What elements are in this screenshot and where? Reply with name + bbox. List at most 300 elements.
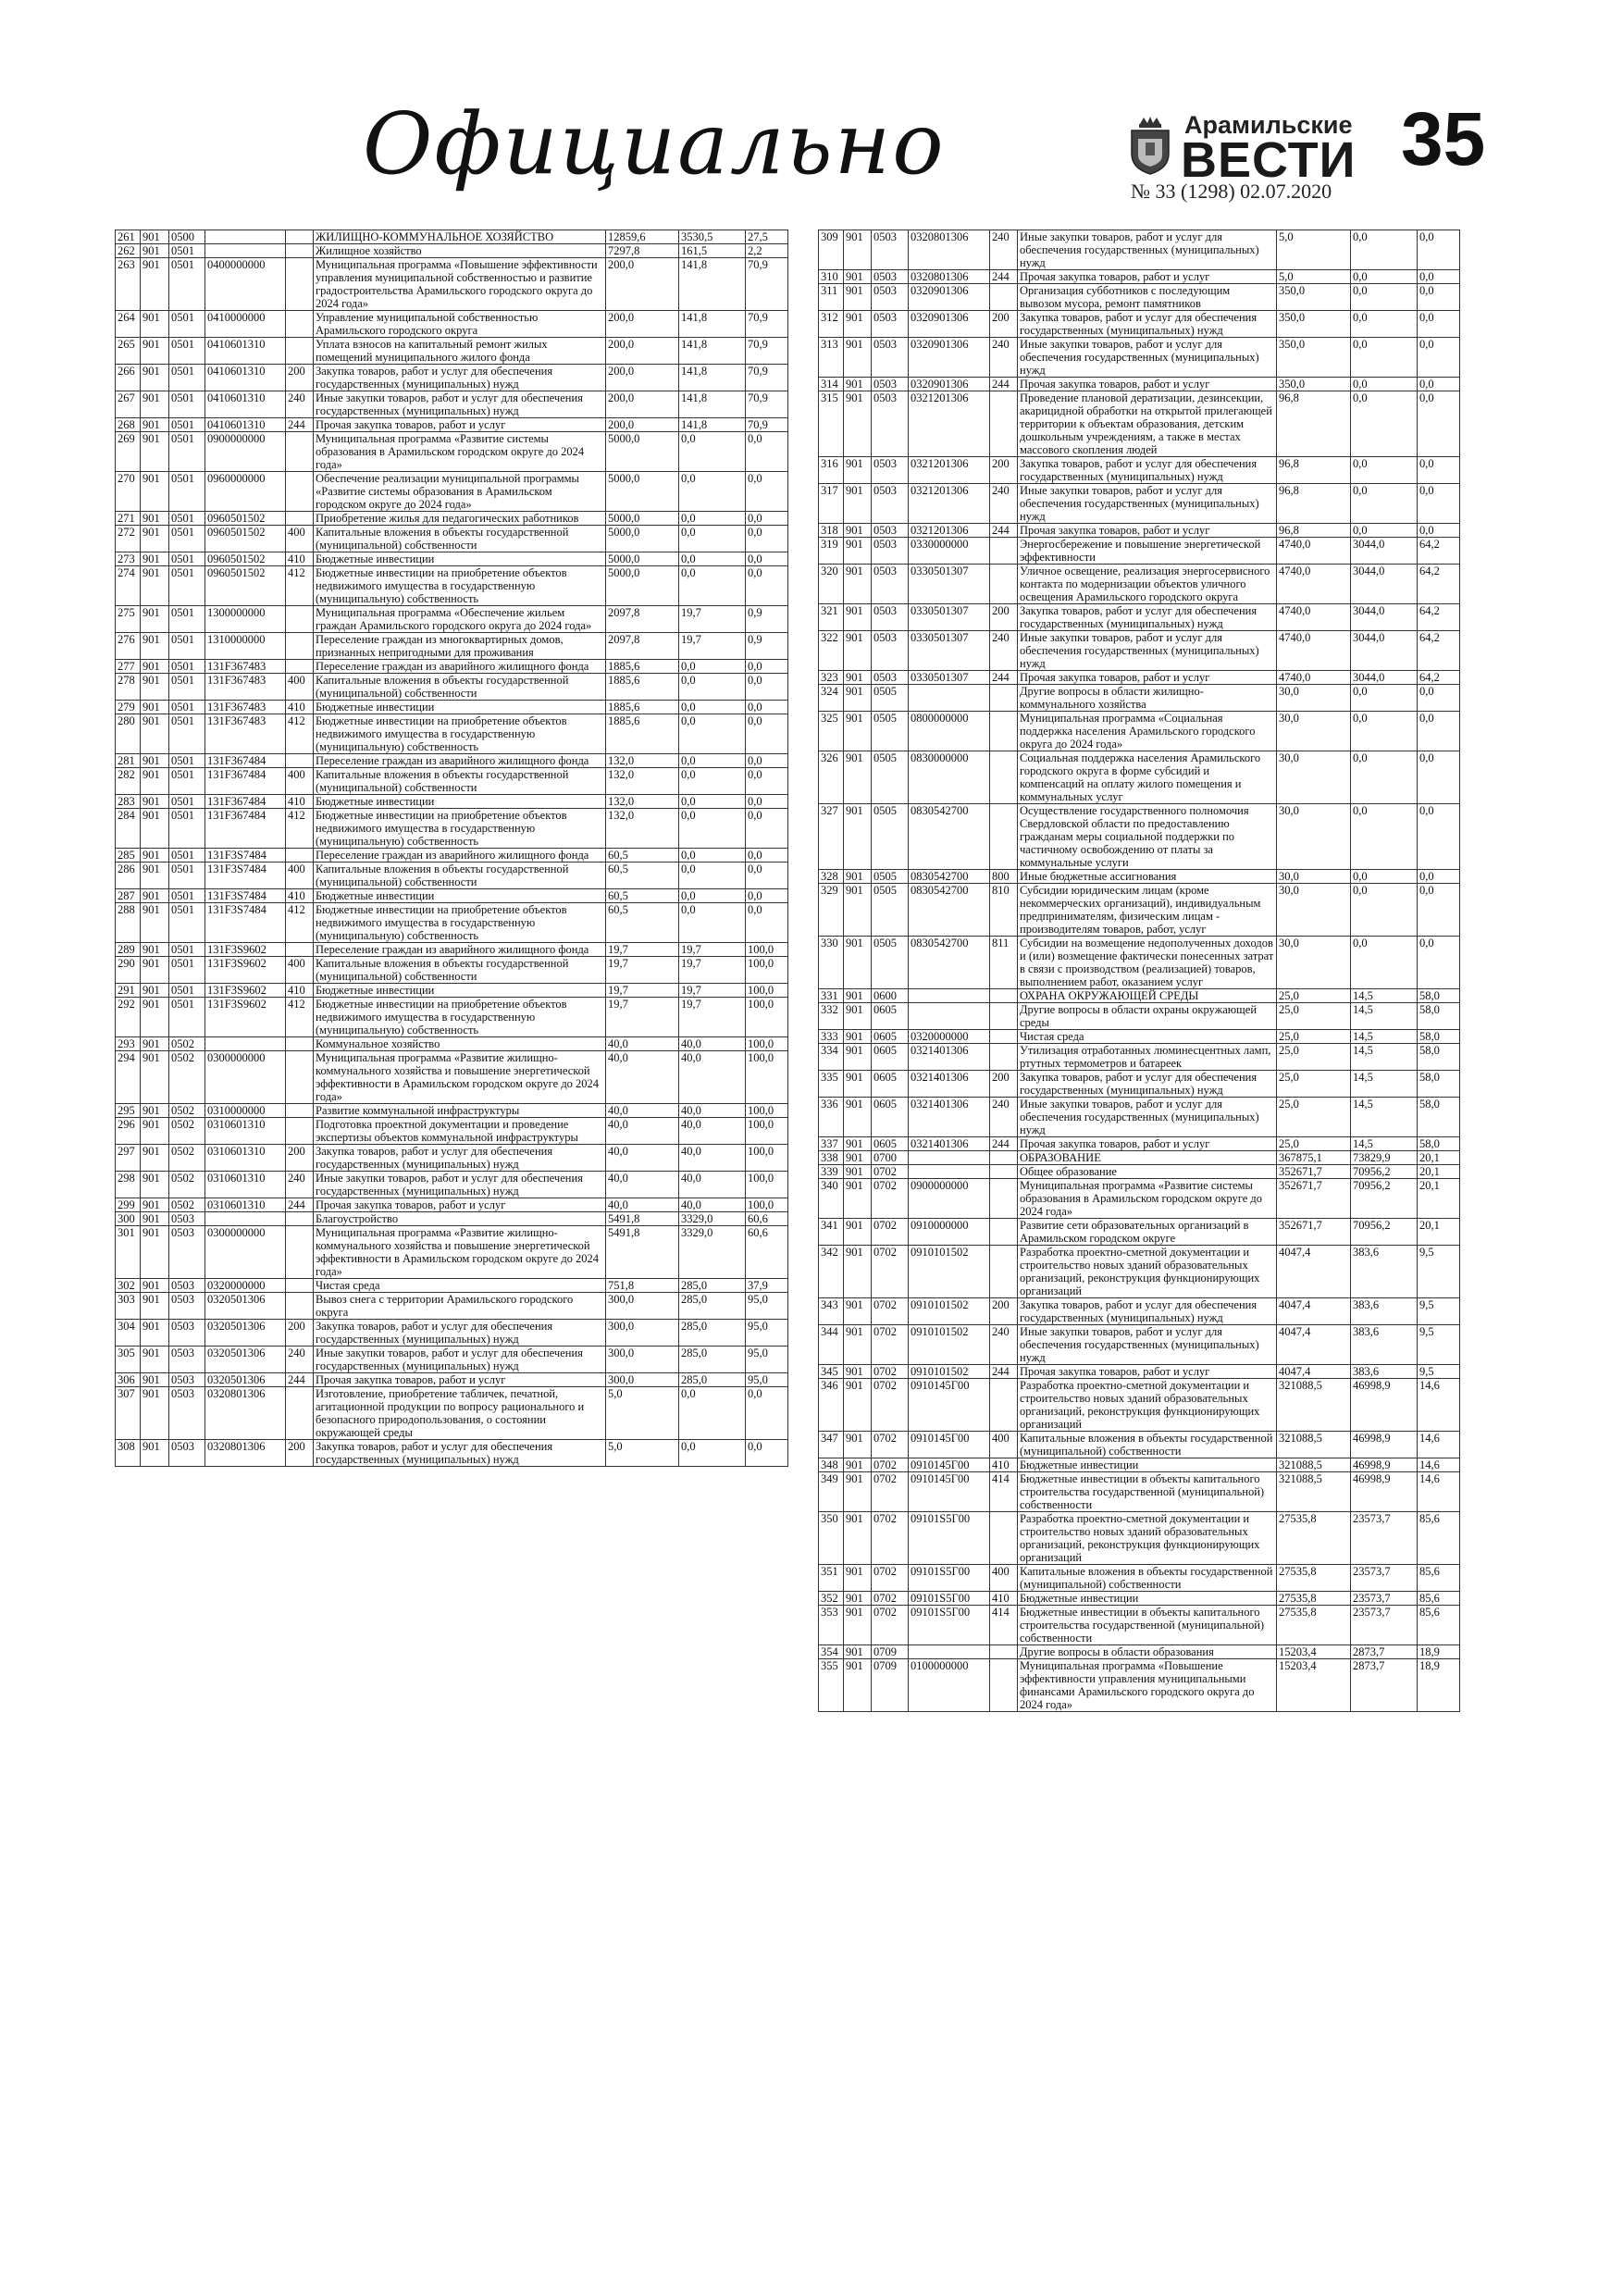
row-number-cell: 279 (116, 701, 141, 714)
execution-percent-cell: 60,6 (746, 1212, 788, 1226)
item-name-cell: Бюджетные инвестиции (314, 552, 606, 566)
admin-code-cell: 901 (844, 457, 872, 484)
target-code-cell: 0321201306 (909, 484, 990, 524)
executed-amount-cell: 285,0 (679, 1347, 746, 1373)
planned-amount-cell: 5000,0 (606, 512, 679, 526)
executed-amount-cell: 0,0 (1351, 378, 1418, 391)
row-number-cell: 325 (819, 712, 844, 751)
section-code-cell: 0501 (169, 633, 205, 660)
executed-amount-cell: 383,6 (1351, 1298, 1418, 1325)
section-code-cell: 0501 (169, 512, 205, 526)
admin-code-cell: 901 (141, 418, 169, 432)
expense-type-cell: 412 (286, 566, 314, 606)
execution-percent-cell: 58,0 (1418, 989, 1460, 1003)
row-number-cell: 310 (819, 270, 844, 284)
target-code-cell: 131F3S9602 (205, 998, 286, 1037)
row-number-cell: 266 (116, 365, 141, 391)
section-code-cell: 0503 (169, 1226, 205, 1279)
table-row (819, 524, 1460, 538)
table-row (819, 391, 1460, 457)
admin-code-cell: 901 (844, 378, 872, 391)
item-name-cell: Муниципальная программа «Повышение эффективности управления муниципальными финансами Арамильского городского округа до 2024 года» (1018, 1659, 1277, 1712)
executed-amount-cell: 0,0 (1351, 338, 1418, 378)
section-code-cell: 0501 (169, 674, 205, 701)
brand-name-big: ВЕСТИ (1181, 132, 1357, 188)
target-code-cell: 0410601310 (205, 391, 286, 418)
row-number-cell: 291 (116, 984, 141, 998)
section-code-cell: 0702 (872, 1512, 909, 1565)
target-code-cell: 0910101502 (909, 1365, 990, 1379)
table-row (819, 338, 1460, 378)
item-name-cell: Иные закупки товаров, работ и услуг для обеспечения государственных (муниципальных) нужд (1018, 631, 1277, 671)
expense-type-cell (990, 1030, 1018, 1044)
executed-amount-cell: 19,7 (679, 633, 746, 660)
row-number-cell: 329 (819, 884, 844, 937)
execution-percent-cell: 58,0 (1418, 1071, 1460, 1098)
expense-type-cell (286, 1037, 314, 1051)
executed-amount-cell: 40,0 (679, 1037, 746, 1051)
section-code-cell: 0503 (169, 1387, 205, 1440)
executed-amount-cell: 0,0 (1351, 270, 1418, 284)
executed-amount-cell: 141,8 (679, 391, 746, 418)
planned-amount-cell: 96,8 (1277, 524, 1351, 538)
expense-type-cell: 400 (990, 1565, 1018, 1592)
expense-type-cell: 240 (990, 631, 1018, 671)
target-code-cell: 0960501502 (205, 512, 286, 526)
execution-percent-cell: 60,6 (746, 1226, 788, 1279)
execution-percent-cell: 100,0 (746, 1051, 788, 1104)
section-code-cell: 0702 (872, 1432, 909, 1458)
row-number-cell: 326 (819, 751, 844, 804)
admin-code-cell: 901 (141, 714, 169, 754)
table-row (116, 244, 788, 258)
planned-amount-cell: 30,0 (1277, 884, 1351, 937)
row-number-cell: 353 (819, 1606, 844, 1645)
target-code-cell: 0910145Г00 (909, 1379, 990, 1432)
planned-amount-cell: 5000,0 (606, 432, 679, 472)
item-name-cell: Развитие сети образовательных организаций в Арамильском городском округе (1018, 1219, 1277, 1246)
item-name-cell: Иные закупки товаров, работ и услуг для обеспечения государственных (муниципальных) нужд (1018, 484, 1277, 524)
section-code-cell: 0501 (169, 432, 205, 472)
expense-type-cell: 400 (286, 957, 314, 984)
planned-amount-cell: 1885,6 (606, 674, 679, 701)
masthead (113, 93, 1529, 204)
item-name-cell: Муниципальная программа «Повышение эффективности управления муниципальной собственностью и развитие градостроительства Арамильского городского округа до 2024 года» (314, 258, 606, 311)
expense-type-cell: 244 (286, 1198, 314, 1212)
row-number-cell: 282 (116, 768, 141, 795)
executed-amount-cell: 0,0 (1351, 311, 1418, 338)
row-number-cell: 314 (819, 378, 844, 391)
execution-percent-cell: 100,0 (746, 1198, 788, 1212)
table-row (116, 1051, 788, 1104)
execution-percent-cell: 100,0 (746, 1172, 788, 1198)
expense-type-cell: 410 (286, 701, 314, 714)
executed-amount-cell: 0,0 (1351, 712, 1418, 751)
row-number-cell: 317 (819, 484, 844, 524)
executed-amount-cell: 3044,0 (1351, 671, 1418, 685)
table-row (819, 604, 1460, 631)
section-code-cell: 0702 (872, 1179, 909, 1219)
table-row (819, 311, 1460, 338)
admin-code-cell: 901 (844, 1003, 872, 1030)
executed-amount-cell: 3044,0 (1351, 538, 1418, 565)
execution-percent-cell: 0,0 (1418, 338, 1460, 378)
item-name-cell: Переселение граждан из аварийного жилищного фонда (314, 943, 606, 957)
executed-amount-cell: 0,0 (1351, 284, 1418, 311)
section-code-cell: 0702 (872, 1606, 909, 1645)
planned-amount-cell: 30,0 (1277, 870, 1351, 884)
admin-code-cell: 901 (141, 795, 169, 809)
admin-code-cell: 901 (141, 1104, 169, 1118)
item-name-cell: Бюджетные инвестиции на приобретение объектов недвижимого имущества в государственную (муниципальную) собственность (314, 714, 606, 754)
section-code-cell: 0501 (169, 809, 205, 849)
execution-percent-cell: 0,9 (746, 633, 788, 660)
admin-code-cell: 901 (141, 633, 169, 660)
planned-amount-cell: 5000,0 (606, 566, 679, 606)
admin-code-cell: 901 (141, 230, 169, 244)
planned-amount-cell: 352671,7 (1277, 1219, 1351, 1246)
section-code-cell: 0503 (872, 378, 909, 391)
execution-percent-cell: 70,9 (746, 258, 788, 311)
target-code-cell: 09101S5Г00 (909, 1512, 990, 1565)
item-name-cell: Бюджетные инвестиции (314, 889, 606, 903)
admin-code-cell: 901 (844, 1472, 872, 1512)
table-row (819, 457, 1460, 484)
row-number-cell: 333 (819, 1030, 844, 1044)
admin-code-cell: 901 (844, 230, 872, 270)
table-row (819, 804, 1460, 870)
item-name-cell: Другие вопросы в области жилищно-коммунального хозяйства (1018, 685, 1277, 712)
row-number-cell: 261 (116, 230, 141, 244)
table-row (116, 768, 788, 795)
execution-percent-cell: 95,0 (746, 1373, 788, 1387)
item-name-cell: Подготовка проектной документации и проведение экспертизы объектов коммунальной инфраструктуры (314, 1118, 606, 1145)
execution-percent-cell: 20,1 (1418, 1165, 1460, 1179)
row-number-cell: 303 (116, 1293, 141, 1320)
target-code-cell: 131F367483 (205, 674, 286, 701)
table-row (116, 526, 788, 552)
planned-amount-cell: 1885,6 (606, 714, 679, 754)
row-number-cell: 288 (116, 903, 141, 943)
execution-percent-cell: 0,0 (746, 674, 788, 701)
section-code-cell: 0502 (169, 1037, 205, 1051)
execution-percent-cell: 0,0 (1418, 937, 1460, 989)
table-row (819, 1659, 1460, 1712)
row-number-cell: 280 (116, 714, 141, 754)
execution-percent-cell: 0,0 (746, 552, 788, 566)
row-number-cell: 274 (116, 566, 141, 606)
section-code-cell: 0501 (169, 660, 205, 674)
admin-code-cell: 901 (141, 998, 169, 1037)
expense-type-cell: 244 (990, 1137, 1018, 1151)
expense-type-cell: 200 (990, 311, 1018, 338)
execution-percent-cell: 58,0 (1418, 1003, 1460, 1030)
item-name-cell: Уличное освещение, реализация энергосервисного контакта по модернизации объектов уличного освещения Арамильского городского округа (1018, 565, 1277, 604)
table-row (819, 1030, 1460, 1044)
target-code-cell: 0410000000 (205, 311, 286, 338)
planned-amount-cell: 19,7 (606, 943, 679, 957)
planned-amount-cell: 60,5 (606, 849, 679, 863)
table-row (116, 957, 788, 984)
section-code-cell: 0503 (169, 1347, 205, 1373)
execution-percent-cell: 0,0 (746, 795, 788, 809)
admin-code-cell: 901 (844, 565, 872, 604)
planned-amount-cell: 200,0 (606, 365, 679, 391)
target-code-cell: 0320801306 (205, 1440, 286, 1467)
row-number-cell: 305 (116, 1347, 141, 1373)
target-code-cell: 0910145Г00 (909, 1432, 990, 1458)
item-name-cell: Капитальные вложения в объекты государственной (муниципальной) собственности (314, 674, 606, 701)
row-number-cell: 287 (116, 889, 141, 903)
item-name-cell: Закупка товаров, работ и услуг для обеспечения государственных (муниципальных) нужд (314, 1145, 606, 1172)
execution-percent-cell: 58,0 (1418, 1044, 1460, 1071)
item-name-cell: Бюджетные инвестиции на приобретение объектов недвижимого имущества в государственную (муниципальную) собственность (314, 998, 606, 1037)
expense-type-cell (286, 1226, 314, 1279)
table-row (116, 512, 788, 526)
table-row (116, 391, 788, 418)
expense-type-cell (286, 660, 314, 674)
admin-code-cell: 901 (141, 526, 169, 552)
budget-table-left-body (116, 230, 788, 1467)
section-code-cell: 0501 (169, 311, 205, 338)
planned-amount-cell: 4047,4 (1277, 1325, 1351, 1365)
execution-percent-cell: 0,0 (1418, 870, 1460, 884)
executed-amount-cell: 40,0 (679, 1172, 746, 1198)
execution-percent-cell: 37,9 (746, 1279, 788, 1293)
row-number-cell: 277 (116, 660, 141, 674)
table-row (819, 1645, 1460, 1659)
target-code-cell: 131F3S9602 (205, 943, 286, 957)
target-code-cell: 131F3S9602 (205, 957, 286, 984)
admin-code-cell: 901 (844, 1325, 872, 1365)
section-code-cell: 0501 (169, 701, 205, 714)
execution-percent-cell: 0,0 (746, 849, 788, 863)
planned-amount-cell: 5000,0 (606, 552, 679, 566)
row-number-cell: 290 (116, 957, 141, 984)
item-name-cell: Переселение граждан из многоквартирных домов, признанных непригодными для проживания (314, 633, 606, 660)
section-code-cell: 0503 (872, 391, 909, 457)
item-name-cell: Бюджетные инвестиции (314, 984, 606, 998)
executed-amount-cell: 0,0 (679, 512, 746, 526)
expense-type-cell: 200 (286, 365, 314, 391)
execution-percent-cell: 2,2 (746, 244, 788, 258)
admin-code-cell: 901 (844, 1179, 872, 1219)
expense-type-cell: 244 (990, 270, 1018, 284)
planned-amount-cell: 200,0 (606, 258, 679, 311)
item-name-cell: Прочая закупка товаров, работ и услуг (1018, 1365, 1277, 1379)
admin-code-cell: 901 (844, 338, 872, 378)
section-code-cell: 0503 (872, 538, 909, 565)
item-name-cell: Закупка товаров, работ и услуг для обеспечения государственных (муниципальных) нужд (314, 1320, 606, 1347)
row-number-cell: 285 (116, 849, 141, 863)
executed-amount-cell: 0,0 (1351, 484, 1418, 524)
planned-amount-cell: 2097,8 (606, 633, 679, 660)
executed-amount-cell: 2873,7 (1351, 1645, 1418, 1659)
admin-code-cell: 901 (141, 1037, 169, 1051)
expense-type-cell (990, 1246, 1018, 1298)
executed-amount-cell: 19,7 (679, 998, 746, 1037)
planned-amount-cell: 5000,0 (606, 526, 679, 552)
budget-table-right-column (818, 230, 1460, 1712)
planned-amount-cell: 751,8 (606, 1279, 679, 1293)
table-row (819, 631, 1460, 671)
expense-type-cell (990, 1379, 1018, 1432)
planned-amount-cell: 200,0 (606, 338, 679, 365)
planned-amount-cell: 1885,6 (606, 660, 679, 674)
target-code-cell: 0310601310 (205, 1172, 286, 1198)
execution-percent-cell: 0,0 (746, 1440, 788, 1467)
row-number-cell: 311 (819, 284, 844, 311)
admin-code-cell: 901 (141, 512, 169, 526)
target-code-cell: 0330501307 (909, 565, 990, 604)
section-code-cell: 0702 (872, 1472, 909, 1512)
admin-code-cell: 901 (141, 984, 169, 998)
execution-percent-cell: 70,9 (746, 418, 788, 432)
section-code-cell: 0702 (872, 1165, 909, 1179)
table-row (116, 418, 788, 432)
target-code-cell: 0320901306 (909, 284, 990, 311)
planned-amount-cell: 30,0 (1277, 804, 1351, 870)
execution-percent-cell: 0,0 (1418, 270, 1460, 284)
item-name-cell: Бюджетные инвестиции на приобретение объектов недвижимого имущества в государственную (муниципальную) собственность (314, 566, 606, 606)
section-code-cell: 0503 (872, 484, 909, 524)
expense-type-cell (286, 1104, 314, 1118)
executed-amount-cell: 23573,7 (1351, 1606, 1418, 1645)
executed-amount-cell: 0,0 (679, 552, 746, 566)
execution-percent-cell: 0,0 (746, 512, 788, 526)
item-name-cell: Капитальные вложения в объекты государственной (муниципальной) собственности (1018, 1432, 1277, 1458)
row-number-cell: 341 (819, 1219, 844, 1246)
target-code-cell: 0320501306 (205, 1347, 286, 1373)
item-name-cell: Капитальные вложения в объекты государственной (муниципальной) собственности (314, 768, 606, 795)
row-number-cell: 300 (116, 1212, 141, 1226)
table-row (819, 1003, 1460, 1030)
table-row (116, 1037, 788, 1051)
target-code-cell: 0310000000 (205, 1104, 286, 1118)
row-number-cell: 352 (819, 1592, 844, 1606)
executed-amount-cell: 0,0 (679, 660, 746, 674)
item-name-cell: Организация субботников с последующим вывозом мусора, ремонт памятников (1018, 284, 1277, 311)
target-code-cell: 0960000000 (205, 472, 286, 512)
row-number-cell: 304 (116, 1320, 141, 1347)
row-number-cell: 348 (819, 1458, 844, 1472)
expense-type-cell: 240 (990, 230, 1018, 270)
section-code-cell: 0503 (872, 524, 909, 538)
expense-type-cell (990, 538, 1018, 565)
table-row (116, 1198, 788, 1212)
section-code-cell: 0501 (169, 768, 205, 795)
target-code-cell: 0960501502 (205, 526, 286, 552)
executed-amount-cell: 46998,9 (1351, 1472, 1418, 1512)
section-code-cell: 0503 (169, 1279, 205, 1293)
planned-amount-cell: 352671,7 (1277, 1179, 1351, 1219)
row-number-cell: 307 (116, 1387, 141, 1440)
admin-code-cell: 901 (844, 538, 872, 565)
target-code-cell: 0100000000 (909, 1659, 990, 1712)
executed-amount-cell: 3044,0 (1351, 604, 1418, 631)
target-code-cell: 0320501306 (205, 1293, 286, 1320)
admin-code-cell: 901 (844, 870, 872, 884)
admin-code-cell: 901 (141, 1440, 169, 1467)
planned-amount-cell: 19,7 (606, 957, 679, 984)
budget-table-left-column (115, 230, 788, 1467)
row-number-cell: 302 (116, 1279, 141, 1293)
section-code-cell: 0501 (169, 998, 205, 1037)
execution-percent-cell: 18,9 (1418, 1659, 1460, 1712)
admin-code-cell: 901 (141, 754, 169, 768)
target-code-cell: 131F3S7484 (205, 903, 286, 943)
planned-amount-cell: 96,8 (1277, 391, 1351, 457)
admin-code-cell: 901 (141, 1293, 169, 1320)
execution-percent-cell: 64,2 (1418, 565, 1460, 604)
executed-amount-cell: 40,0 (679, 1198, 746, 1212)
expense-type-cell (286, 849, 314, 863)
item-name-cell: Муниципальная программа «Развитие жилищно-коммунального хозяйства и повышение энергетической эффективности в Арамильском городском округе до 2024 года» (314, 1051, 606, 1104)
row-number-cell: 293 (116, 1037, 141, 1051)
planned-amount-cell: 40,0 (606, 1145, 679, 1172)
planned-amount-cell: 350,0 (1277, 338, 1351, 378)
admin-code-cell: 901 (844, 884, 872, 937)
planned-amount-cell: 27535,8 (1277, 1592, 1351, 1606)
section-code-cell: 0503 (872, 270, 909, 284)
table-row (819, 1298, 1460, 1325)
table-row (116, 809, 788, 849)
admin-code-cell: 901 (844, 1432, 872, 1458)
row-number-cell: 332 (819, 1003, 844, 1030)
table-row (819, 1137, 1460, 1151)
table-row (819, 378, 1460, 391)
row-number-cell: 270 (116, 472, 141, 512)
section-code-cell: 0501 (169, 754, 205, 768)
item-name-cell: Бюджетные инвестиции (1018, 1592, 1277, 1606)
executed-amount-cell: 0,0 (679, 701, 746, 714)
table-row (819, 484, 1460, 524)
expense-type-cell: 240 (286, 1347, 314, 1373)
execution-percent-cell: 0,0 (1418, 712, 1460, 751)
target-code-cell: 131F3S9602 (205, 984, 286, 998)
table-row (819, 538, 1460, 565)
table-row (116, 889, 788, 903)
row-number-cell: 309 (819, 230, 844, 270)
admin-code-cell: 901 (141, 472, 169, 512)
admin-code-cell: 901 (844, 685, 872, 712)
planned-amount-cell: 25,0 (1277, 1071, 1351, 1098)
execution-percent-cell: 0,0 (1418, 457, 1460, 484)
expense-type-cell: 410 (286, 795, 314, 809)
executed-amount-cell: 40,0 (679, 1051, 746, 1104)
section-code-cell: 0702 (872, 1458, 909, 1472)
admin-code-cell: 901 (844, 1379, 872, 1432)
row-number-cell: 272 (116, 526, 141, 552)
executed-amount-cell: 0,0 (679, 889, 746, 903)
item-name-cell: Бюджетные инвестиции на приобретение объектов недвижимого имущества в государственную (муниципальную) собственность (314, 903, 606, 943)
row-number-cell: 318 (819, 524, 844, 538)
admin-code-cell: 901 (141, 1320, 169, 1347)
admin-code-cell: 901 (844, 284, 872, 311)
expense-type-cell (286, 338, 314, 365)
section-code-cell: 0709 (872, 1645, 909, 1659)
row-number-cell: 344 (819, 1325, 844, 1365)
section-code-cell: 0501 (169, 566, 205, 606)
planned-amount-cell: 40,0 (606, 1118, 679, 1145)
execution-percent-cell: 18,9 (1418, 1645, 1460, 1659)
executed-amount-cell: 3329,0 (679, 1226, 746, 1279)
planned-amount-cell: 4047,4 (1277, 1298, 1351, 1325)
expense-type-cell: 410 (990, 1458, 1018, 1472)
table-row (819, 685, 1460, 712)
row-number-cell: 268 (116, 418, 141, 432)
executed-amount-cell: 14,5 (1351, 1137, 1418, 1151)
